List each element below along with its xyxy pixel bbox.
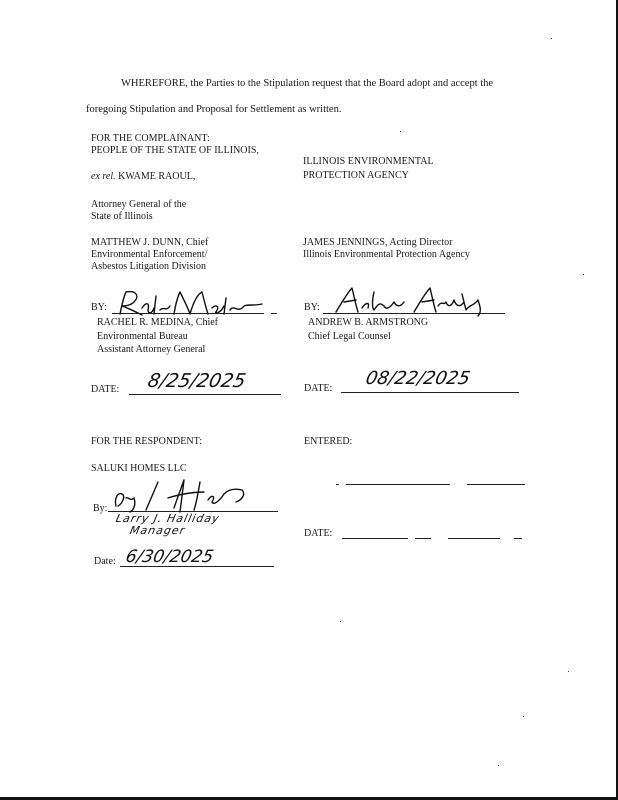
ag-line-1: Attorney General of the (91, 199, 187, 210)
scan-speck (568, 671, 569, 672)
complainant-date-label: DATE: (91, 384, 120, 395)
complainant-date-line (129, 394, 281, 395)
medina-title-1: Environmental Bureau (97, 331, 188, 342)
entered-date-line-3 (448, 538, 500, 539)
complainant-date-value: 8/25/2025 (145, 370, 248, 392)
respondent-date-label: Date: (94, 556, 116, 567)
scan-speck (340, 621, 341, 622)
scan-speck (523, 716, 524, 717)
scan-speck (551, 38, 552, 39)
respondent-header: FOR THE RESPONDENT: (91, 436, 202, 447)
armstrong-name: ANDREW B. ARMSTRONG (308, 317, 429, 328)
armstrong-title: Chief Legal Counsel (308, 331, 391, 342)
agency-date-value: 08/22/2025 (363, 368, 472, 389)
complainant-header: FOR THE COMPLAINANT: (91, 133, 210, 144)
complainant-by-label: BY: (91, 302, 107, 313)
entered-line-tick (336, 484, 339, 485)
armstrong-signature (330, 284, 490, 318)
scan-speck (583, 274, 584, 275)
intro-line-1: WHEREFORE, the Parties to the Stipulation request that the Board adopt and accept the (121, 78, 494, 89)
chief-line-2: Environmental Enforcement/ (91, 249, 208, 260)
entered-line-1 (346, 484, 450, 485)
ex-rel-name: KWAME RAOUL, (118, 171, 196, 182)
complainant-people: PEOPLE OF THE STATE OF ILLINOIS, (91, 145, 259, 156)
agency-date-label: DATE: (304, 383, 333, 394)
halliday-signature (108, 476, 258, 516)
entered-line-2 (467, 484, 525, 485)
director-line-2: Illinois Environmental Protection Agency (303, 249, 470, 260)
chief-line-1: MATTHEW J. DUNN, Chief (91, 237, 209, 248)
intro-line-2: foregoing Stipulation and Proposal for Settlement as written. (86, 104, 342, 115)
entered-date-line-2 (415, 538, 431, 539)
agency-by-label: BY: (304, 302, 320, 313)
entered-date-line-1 (342, 538, 408, 539)
respondent-company: SALUKI HOMES LLC (91, 463, 187, 474)
entered-date-label: DATE: (304, 528, 333, 539)
medina-title-2: Assistant Attorney General (97, 344, 206, 355)
respondent-hand-title: Manager (128, 524, 187, 537)
chief-line-3: Asbestos Litigation Division (91, 261, 206, 272)
scan-speck (400, 131, 401, 132)
ex-rel-prefix: ex rel. (91, 171, 116, 182)
medina-name: RACHEL R. MEDINA, Chief (97, 317, 219, 328)
entered-date-line-4 (514, 538, 522, 539)
agency-name-line-1: ILLINOIS ENVIRONMENTAL (303, 156, 434, 167)
respondent-by-label: By: (93, 503, 108, 514)
scan-speck (498, 765, 499, 766)
agency-name-line-2: PROTECTION AGENCY (303, 170, 409, 181)
respondent-hand-name: Larry J. Halliday (114, 512, 221, 525)
director-line-1: JAMES JENNINGS, Acting Director (303, 237, 453, 248)
respondent-date-value: 6/30/2025 (123, 547, 216, 567)
agency-date-line (341, 392, 519, 393)
complainant-ex-rel (91, 171, 195, 183)
entered-label: ENTERED: (304, 436, 353, 447)
ag-line-2: State of Illinois (91, 211, 153, 222)
